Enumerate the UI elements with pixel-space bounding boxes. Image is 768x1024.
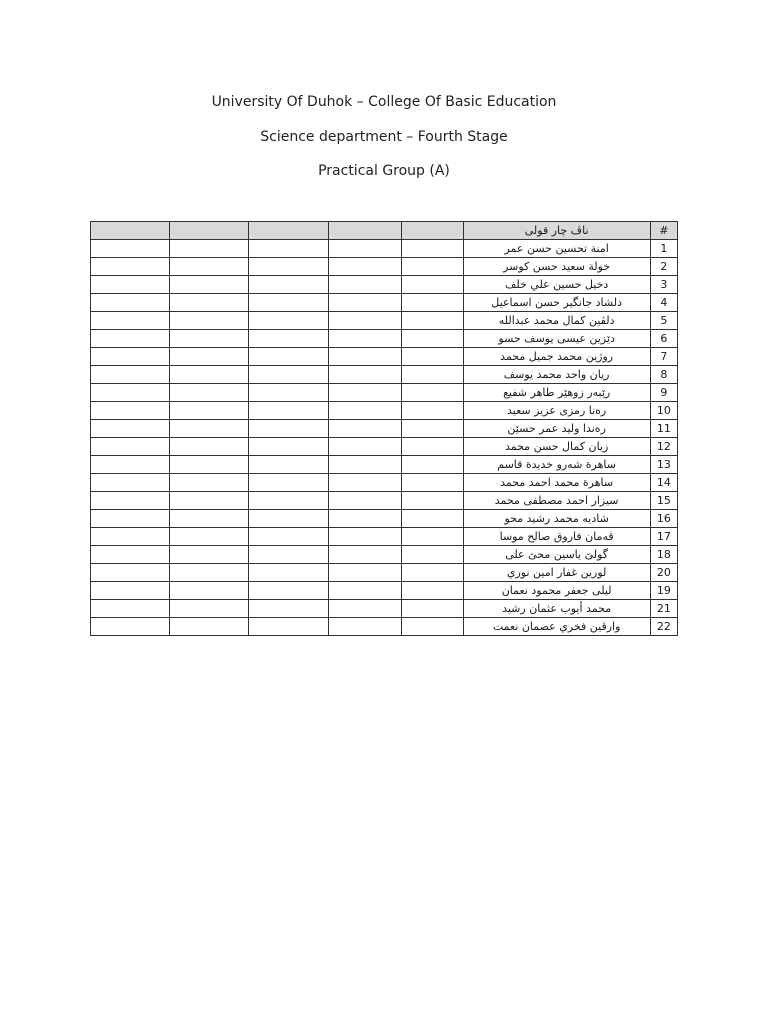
student-name-cell: محمد أيوب عثمان رشيد bbox=[463, 600, 650, 618]
row-number-cell: 16 bbox=[650, 510, 677, 528]
student-name-cell: رێبەر زوهێر طاهر شفيع bbox=[463, 384, 650, 402]
row-number-cell: 8 bbox=[650, 366, 677, 384]
blank-cell bbox=[402, 276, 463, 294]
row-number-cell: 13 bbox=[650, 456, 677, 474]
blank-cell bbox=[169, 420, 249, 438]
row-number-cell: 15 bbox=[650, 492, 677, 510]
blank-cell bbox=[249, 492, 329, 510]
blank-cell bbox=[169, 600, 249, 618]
blank-cell bbox=[91, 456, 170, 474]
table-row bbox=[91, 582, 678, 600]
table-row bbox=[91, 348, 678, 366]
university-title: University Of Duhok – College Of Basic Education bbox=[211, 94, 557, 110]
blank-cell bbox=[328, 546, 402, 564]
blank-cell bbox=[169, 474, 249, 492]
table-row bbox=[91, 546, 678, 564]
table-row bbox=[91, 330, 678, 348]
blank-cell bbox=[169, 384, 249, 402]
roster-body bbox=[91, 240, 678, 636]
blank-cell bbox=[249, 330, 329, 348]
student-name-cell: دخيل حسين علي خلف bbox=[463, 276, 650, 294]
blank-cell bbox=[402, 582, 463, 600]
blank-cell bbox=[169, 510, 249, 528]
blank-cell bbox=[169, 276, 249, 294]
blank-cell bbox=[249, 474, 329, 492]
blank-cell bbox=[249, 420, 329, 438]
row-number-cell: 12 bbox=[650, 438, 677, 456]
row-number-cell: 10 bbox=[650, 402, 677, 420]
student-name-cell: دلڤين كمال محمد عبدالله bbox=[463, 312, 650, 330]
blank-cell bbox=[402, 420, 463, 438]
blank-cell bbox=[249, 456, 329, 474]
blank-cell bbox=[91, 384, 170, 402]
row-number-cell: 2 bbox=[650, 258, 677, 276]
blank-cell bbox=[91, 240, 170, 258]
student-name-cell: لورين غفار امين نوري bbox=[463, 564, 650, 582]
blank-cell bbox=[249, 582, 329, 600]
blank-cell bbox=[169, 456, 249, 474]
blank-cell bbox=[91, 582, 170, 600]
row-number-cell: 18 bbox=[650, 546, 677, 564]
student-name-cell: دلشاد جانگير حسن اسماعيل bbox=[463, 294, 650, 312]
blank-cell bbox=[249, 384, 329, 402]
table-row bbox=[91, 420, 678, 438]
blank-cell bbox=[328, 474, 402, 492]
blank-cell bbox=[328, 438, 402, 456]
table-row bbox=[91, 258, 678, 276]
blank-cell bbox=[169, 528, 249, 546]
student-name-cell: دێزين عيسى يوسف حسو bbox=[463, 330, 650, 348]
blank-cell bbox=[91, 258, 170, 276]
blank-cell bbox=[402, 528, 463, 546]
blank-cell bbox=[402, 546, 463, 564]
blank-cell bbox=[91, 348, 170, 366]
row-number-cell: 19 bbox=[650, 582, 677, 600]
blank-cell bbox=[91, 330, 170, 348]
blank-cell bbox=[91, 528, 170, 546]
table-row bbox=[91, 618, 678, 636]
blank-cell bbox=[249, 348, 329, 366]
blank-cell bbox=[328, 276, 402, 294]
blank-cell bbox=[169, 438, 249, 456]
blank-cell bbox=[402, 294, 463, 312]
group-title: Practical Group (A) bbox=[318, 163, 450, 179]
student-name-cell: زيان كمال حسن محمد bbox=[463, 438, 650, 456]
blank-cell bbox=[402, 600, 463, 618]
table-row bbox=[91, 600, 678, 618]
row-number-cell: 3 bbox=[650, 276, 677, 294]
blank-cell bbox=[91, 312, 170, 330]
table-row bbox=[91, 474, 678, 492]
blank-cell bbox=[402, 348, 463, 366]
student-name-cell: رەنا رمزى عزيز سعيد bbox=[463, 402, 650, 420]
blank-cell bbox=[249, 240, 329, 258]
row-number-cell: 14 bbox=[650, 474, 677, 492]
blank-cell bbox=[169, 258, 249, 276]
table-row bbox=[91, 312, 678, 330]
blank-cell bbox=[402, 510, 463, 528]
blank-cell bbox=[328, 492, 402, 510]
blank-cell bbox=[169, 492, 249, 510]
blank-cell bbox=[328, 600, 402, 618]
student-name-cell: رەندا وليد عمر حسێن bbox=[463, 420, 650, 438]
row-number-cell: 17 bbox=[650, 528, 677, 546]
blank-cell bbox=[91, 420, 170, 438]
blank-cell bbox=[249, 366, 329, 384]
blank-cell bbox=[402, 438, 463, 456]
blank-cell bbox=[91, 474, 170, 492]
row-number-cell: 21 bbox=[650, 600, 677, 618]
row-number-cell: 7 bbox=[650, 348, 677, 366]
student-name-cell: شاديه محمد رشيد محو bbox=[463, 510, 650, 528]
blank-cell bbox=[328, 366, 402, 384]
number-column-header: # bbox=[650, 222, 677, 240]
blank-cell bbox=[169, 240, 249, 258]
blank-cell bbox=[402, 384, 463, 402]
table-row bbox=[91, 564, 678, 582]
student-name-cell: سيزار احمد مصطفى محمد bbox=[463, 492, 650, 510]
blank-cell bbox=[402, 618, 463, 636]
name-column-header: ناڤ چار قولی bbox=[463, 222, 650, 240]
blank-cell bbox=[328, 330, 402, 348]
blank-cell bbox=[249, 510, 329, 528]
blank-cell bbox=[402, 330, 463, 348]
blank-cell bbox=[402, 402, 463, 420]
table-row bbox=[91, 294, 678, 312]
blank-cell bbox=[91, 564, 170, 582]
blank-cell bbox=[169, 402, 249, 420]
blank-cell bbox=[169, 564, 249, 582]
student-roster-table bbox=[90, 221, 678, 636]
blank-cell bbox=[169, 294, 249, 312]
student-name-cell: ليلى جعفر محمود نعمان bbox=[463, 582, 650, 600]
blank-header-cell bbox=[402, 222, 463, 240]
row-number-cell: 1 bbox=[650, 240, 677, 258]
row-number-cell: 11 bbox=[650, 420, 677, 438]
table-row bbox=[91, 366, 678, 384]
blank-cell bbox=[249, 528, 329, 546]
row-number-cell: 5 bbox=[650, 312, 677, 330]
blank-cell bbox=[402, 366, 463, 384]
student-name-cell: وارڤين فخري عصمان نعمت bbox=[463, 618, 650, 636]
blank-cell bbox=[402, 564, 463, 582]
row-number-cell: 6 bbox=[650, 330, 677, 348]
blank-cell bbox=[328, 582, 402, 600]
blank-cell bbox=[91, 546, 170, 564]
blank-cell bbox=[169, 546, 249, 564]
blank-cell bbox=[328, 312, 402, 330]
blank-cell bbox=[328, 348, 402, 366]
blank-cell bbox=[249, 294, 329, 312]
table-row bbox=[91, 456, 678, 474]
student-name-cell: گولێ ياسين محێ على bbox=[463, 546, 650, 564]
blank-cell bbox=[249, 402, 329, 420]
blank-cell bbox=[91, 600, 170, 618]
table-row bbox=[91, 492, 678, 510]
blank-header-cell bbox=[169, 222, 249, 240]
blank-cell bbox=[169, 330, 249, 348]
blank-cell bbox=[91, 276, 170, 294]
table-row bbox=[91, 276, 678, 294]
row-number-cell: 9 bbox=[650, 384, 677, 402]
table-row bbox=[91, 384, 678, 402]
blank-cell bbox=[328, 564, 402, 582]
blank-cell bbox=[91, 438, 170, 456]
blank-header-cell bbox=[249, 222, 329, 240]
blank-cell bbox=[328, 510, 402, 528]
table-row bbox=[91, 510, 678, 528]
blank-cell bbox=[402, 258, 463, 276]
blank-cell bbox=[249, 438, 329, 456]
blank-cell bbox=[249, 276, 329, 294]
student-name-cell: ساهرة شەرو خديدة قاسم bbox=[463, 456, 650, 474]
blank-cell bbox=[169, 348, 249, 366]
blank-cell bbox=[328, 384, 402, 402]
student-name-cell: ريان واحد محمد يوسف bbox=[463, 366, 650, 384]
blank-cell bbox=[328, 618, 402, 636]
blank-cell bbox=[328, 240, 402, 258]
table-header-row bbox=[91, 222, 678, 240]
table-row bbox=[91, 438, 678, 456]
student-name-cell: امنة تحسين حسن عمر bbox=[463, 240, 650, 258]
student-name-cell: ڤەمان فاروق صالح موسا bbox=[463, 528, 650, 546]
blank-cell bbox=[249, 312, 329, 330]
blank-cell bbox=[91, 294, 170, 312]
blank-cell bbox=[91, 618, 170, 636]
table-row bbox=[91, 402, 678, 420]
row-number-cell: 4 bbox=[650, 294, 677, 312]
blank-cell bbox=[169, 366, 249, 384]
blank-cell bbox=[402, 240, 463, 258]
blank-cell bbox=[91, 492, 170, 510]
blank-cell bbox=[169, 312, 249, 330]
blank-cell bbox=[91, 402, 170, 420]
blank-cell bbox=[328, 258, 402, 276]
row-number-cell: 22 bbox=[650, 618, 677, 636]
table-row bbox=[91, 528, 678, 546]
blank-header-cell bbox=[91, 222, 170, 240]
blank-cell bbox=[402, 312, 463, 330]
blank-cell bbox=[402, 474, 463, 492]
blank-cell bbox=[249, 258, 329, 276]
row-number-cell: 20 bbox=[650, 564, 677, 582]
student-name-cell: ساهرة محمد احمد محمد bbox=[463, 474, 650, 492]
table-row bbox=[91, 240, 678, 258]
blank-cell bbox=[402, 492, 463, 510]
blank-cell bbox=[169, 582, 249, 600]
student-name-cell: روژين محمد جميل محمد bbox=[463, 348, 650, 366]
blank-cell bbox=[169, 618, 249, 636]
department-title: Science department – Fourth Stage bbox=[260, 129, 508, 145]
blank-cell bbox=[402, 456, 463, 474]
blank-cell bbox=[249, 546, 329, 564]
blank-cell bbox=[249, 600, 329, 618]
blank-cell bbox=[328, 420, 402, 438]
blank-cell bbox=[328, 528, 402, 546]
blank-cell bbox=[328, 294, 402, 312]
blank-header-cell bbox=[328, 222, 402, 240]
student-name-cell: خولة سعيد حسن كوسر bbox=[463, 258, 650, 276]
blank-cell bbox=[91, 510, 170, 528]
blank-cell bbox=[249, 564, 329, 582]
blank-cell bbox=[91, 366, 170, 384]
blank-cell bbox=[249, 618, 329, 636]
blank-cell bbox=[328, 402, 402, 420]
blank-cell bbox=[328, 456, 402, 474]
